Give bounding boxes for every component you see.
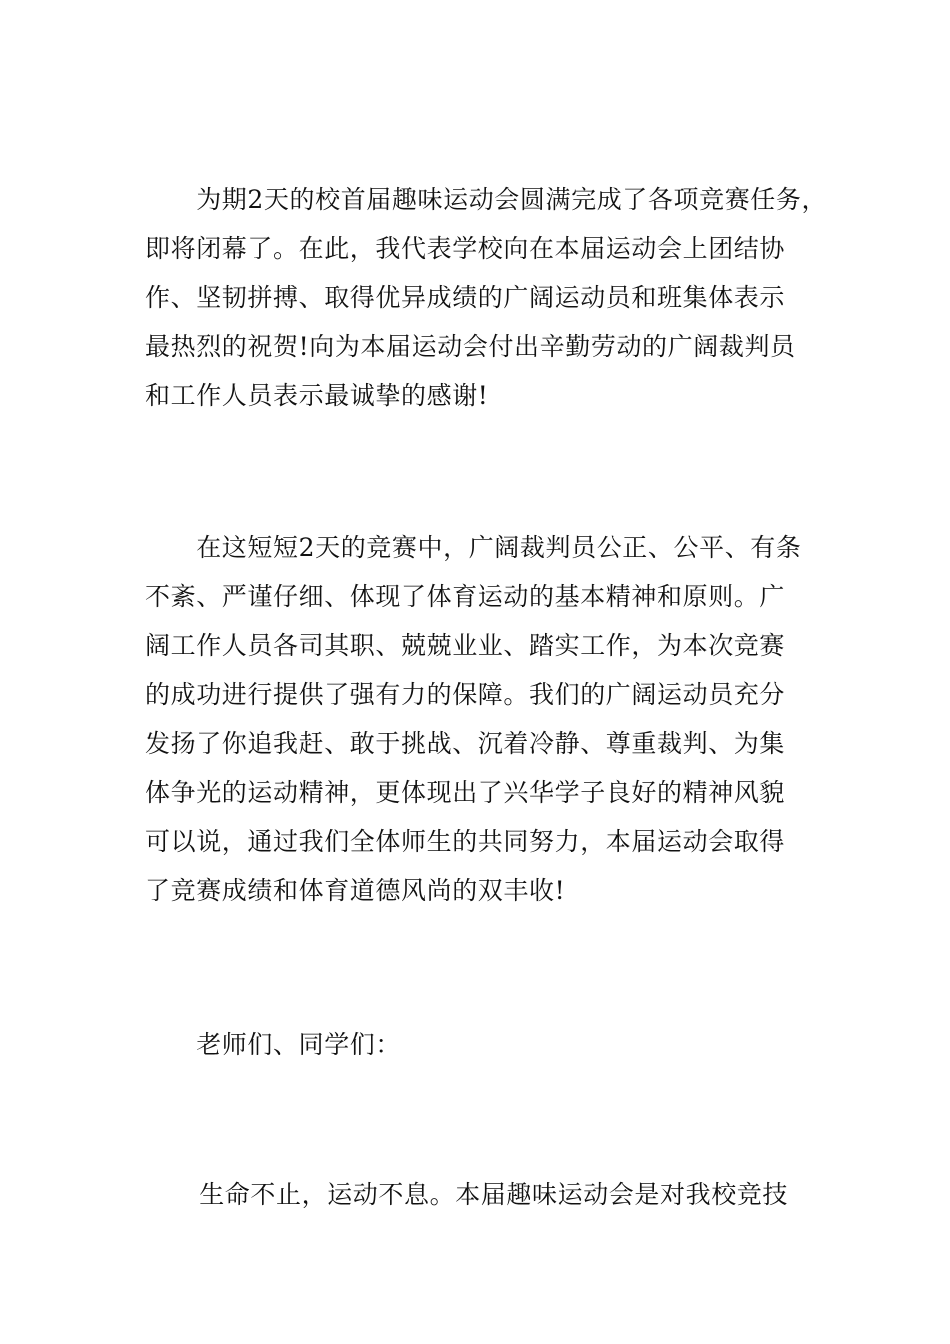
paragraph-line: 和工作人员表示最诚挚的感谢!: [145, 381, 489, 410]
paragraph-line: 可以说，通过我们全体师生的共同努力，本届运动会取得: [145, 827, 786, 856]
paragraph-line: 生命不止，运动不息。本届趣味运动会是对我校竞技: [148, 1180, 789, 1209]
paragraph-line: 阔工作人员各司其职、兢兢业业、踏实工作，为本次竞赛: [145, 631, 786, 660]
paragraph-line: 作、坚韧拼搏、取得优异成绩的广阔运动员和班集体表示: [145, 283, 786, 312]
paragraph-line: 的成功进行提供了强有力的保障。我们的广阔运动员充分: [145, 680, 786, 709]
paragraph-line: 最热烈的祝贺!向为本届运动会付出辛勤劳动的广阔裁判员: [145, 332, 796, 361]
paragraph-line: 了竞赛成绩和体育道德风尚的双丰收!: [145, 876, 566, 905]
paragraph-line: 即将闭幕了。在此，我代表学校向在本届运动会上团结协: [145, 234, 786, 263]
paragraph-line: 发扬了你追我赶、敢于挑战、沉着冷静、尊重裁判、为集: [145, 729, 786, 758]
paragraph-line: 体争光的运动精神，更体现出了兴华学子良好的精神风貌: [145, 778, 786, 807]
salutation-line: 老师们、同学们：: [145, 1030, 402, 1059]
paragraph-line: 为期2天的校首届趣味运动会圆满完成了各项竞赛任务，: [145, 185, 828, 214]
paragraph-line: 在这短短2天的竞赛中，广阔裁判员公正、公平、有条: [145, 533, 802, 562]
paragraph-line: 不紊、严谨仔细、体现了体育运动的基本精神和原则。广: [145, 582, 786, 611]
